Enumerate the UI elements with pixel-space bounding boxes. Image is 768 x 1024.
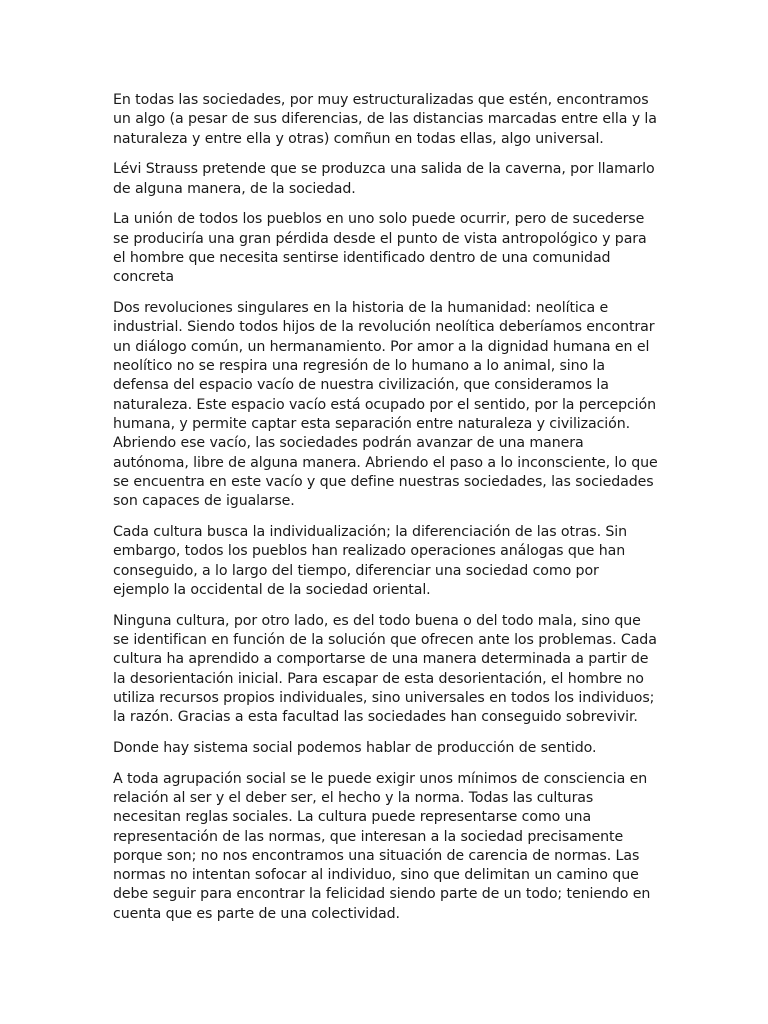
paragraph-2: Lévi Strauss pretende que se produzca una salida de la caverna, por llamarlo de alguna manera, de la sociedad. — [113, 161, 655, 197]
paragraph-6: Ninguna cultura, por otro lado, es del todo buena o del todo mala, sino que se identifican en función de la solución que ofrecen ante los problemas. Cada cultura ha aprendido a comportarse de una manera determinada a partir de la desorientación inicial. Para escapar de esta desorientación, el hombre no utiliza recursos propios individuales, sino universales en todos los individuos; la razón. Gracias a esta facultad las sociedades han conseguido sobrevivir. — [113, 612, 657, 726]
paragraph-8: A toda agrupación social se le puede exigir unos mínimos de consciencia en relación al ser y el deber ser, el hecho y la norma. Todas las culturas necesitan reglas sociales. La cultura puede representarse como una representación de las normas, que interesan a la sociedad precisamente porque son; no nos encontramos una situación de carencia de normas. Las normas no intentan sofocar al individuo, sino que delimitan un camino que debe seguir para encontrar la felicidad siendo parte de un todo; teniendo en cuenta que es parte de una colectividad. — [113, 770, 651, 922]
paragraph-7: Donde hay sistema social podemos hablar de producción de sentido. — [113, 739, 597, 756]
document-body — [113, 91, 658, 936]
paragraph-3: La unión de todos los pueblos en uno solo puede ocurrir, pero de sucederse se produciría una gran pérdida desde el punto de vista antropológico y para el hombre que necesita sentirse identificado dentro de una comunidad concreta — [113, 211, 647, 286]
paragraph-1: En todas las sociedades, por muy estructuralizadas que estén, encontramos un algo (a pesar de sus diferencias, de las distancias marcadas entre ella y la naturaleza y entre ella y otras) comñun en todas ellas, algo universal. — [113, 92, 657, 147]
paragraph-4: Dos revoluciones singulares en la historia de la humanidad: neolítica e industrial. Siendo todos hijos de la revolución neolítica deberíamos encontrar un diálogo común, un hermanamiento. Por amor a la dignidad humana en el neolítico no se respira una regresión de lo humano a lo animal, sino la defensa del espacio vacío de nuestra civilización, que consideramos la naturaleza. Este espacio vacío está ocupado por el sentido, por la percepción humana, y permite captar esta separación entre naturaleza y civilización. Abriendo ese vacío, las sociedades podrán avanzar de una manera autónoma, libre de alguna manera. Abriendo el paso a lo inconsciente, lo que se encuentra en este vacío y que define nuestras sociedades, las sociedades son capaces de igualarse. — [113, 300, 658, 510]
paragraph-5: Cada cultura busca la individualización; la diferenciación de las otras. Sin embargo, todos los pueblos han realizado operaciones análogas que han conseguido, a lo largo del tiempo, diferenciar una sociedad como por ejemplo la occidental de la sociedad oriental. — [113, 523, 628, 598]
